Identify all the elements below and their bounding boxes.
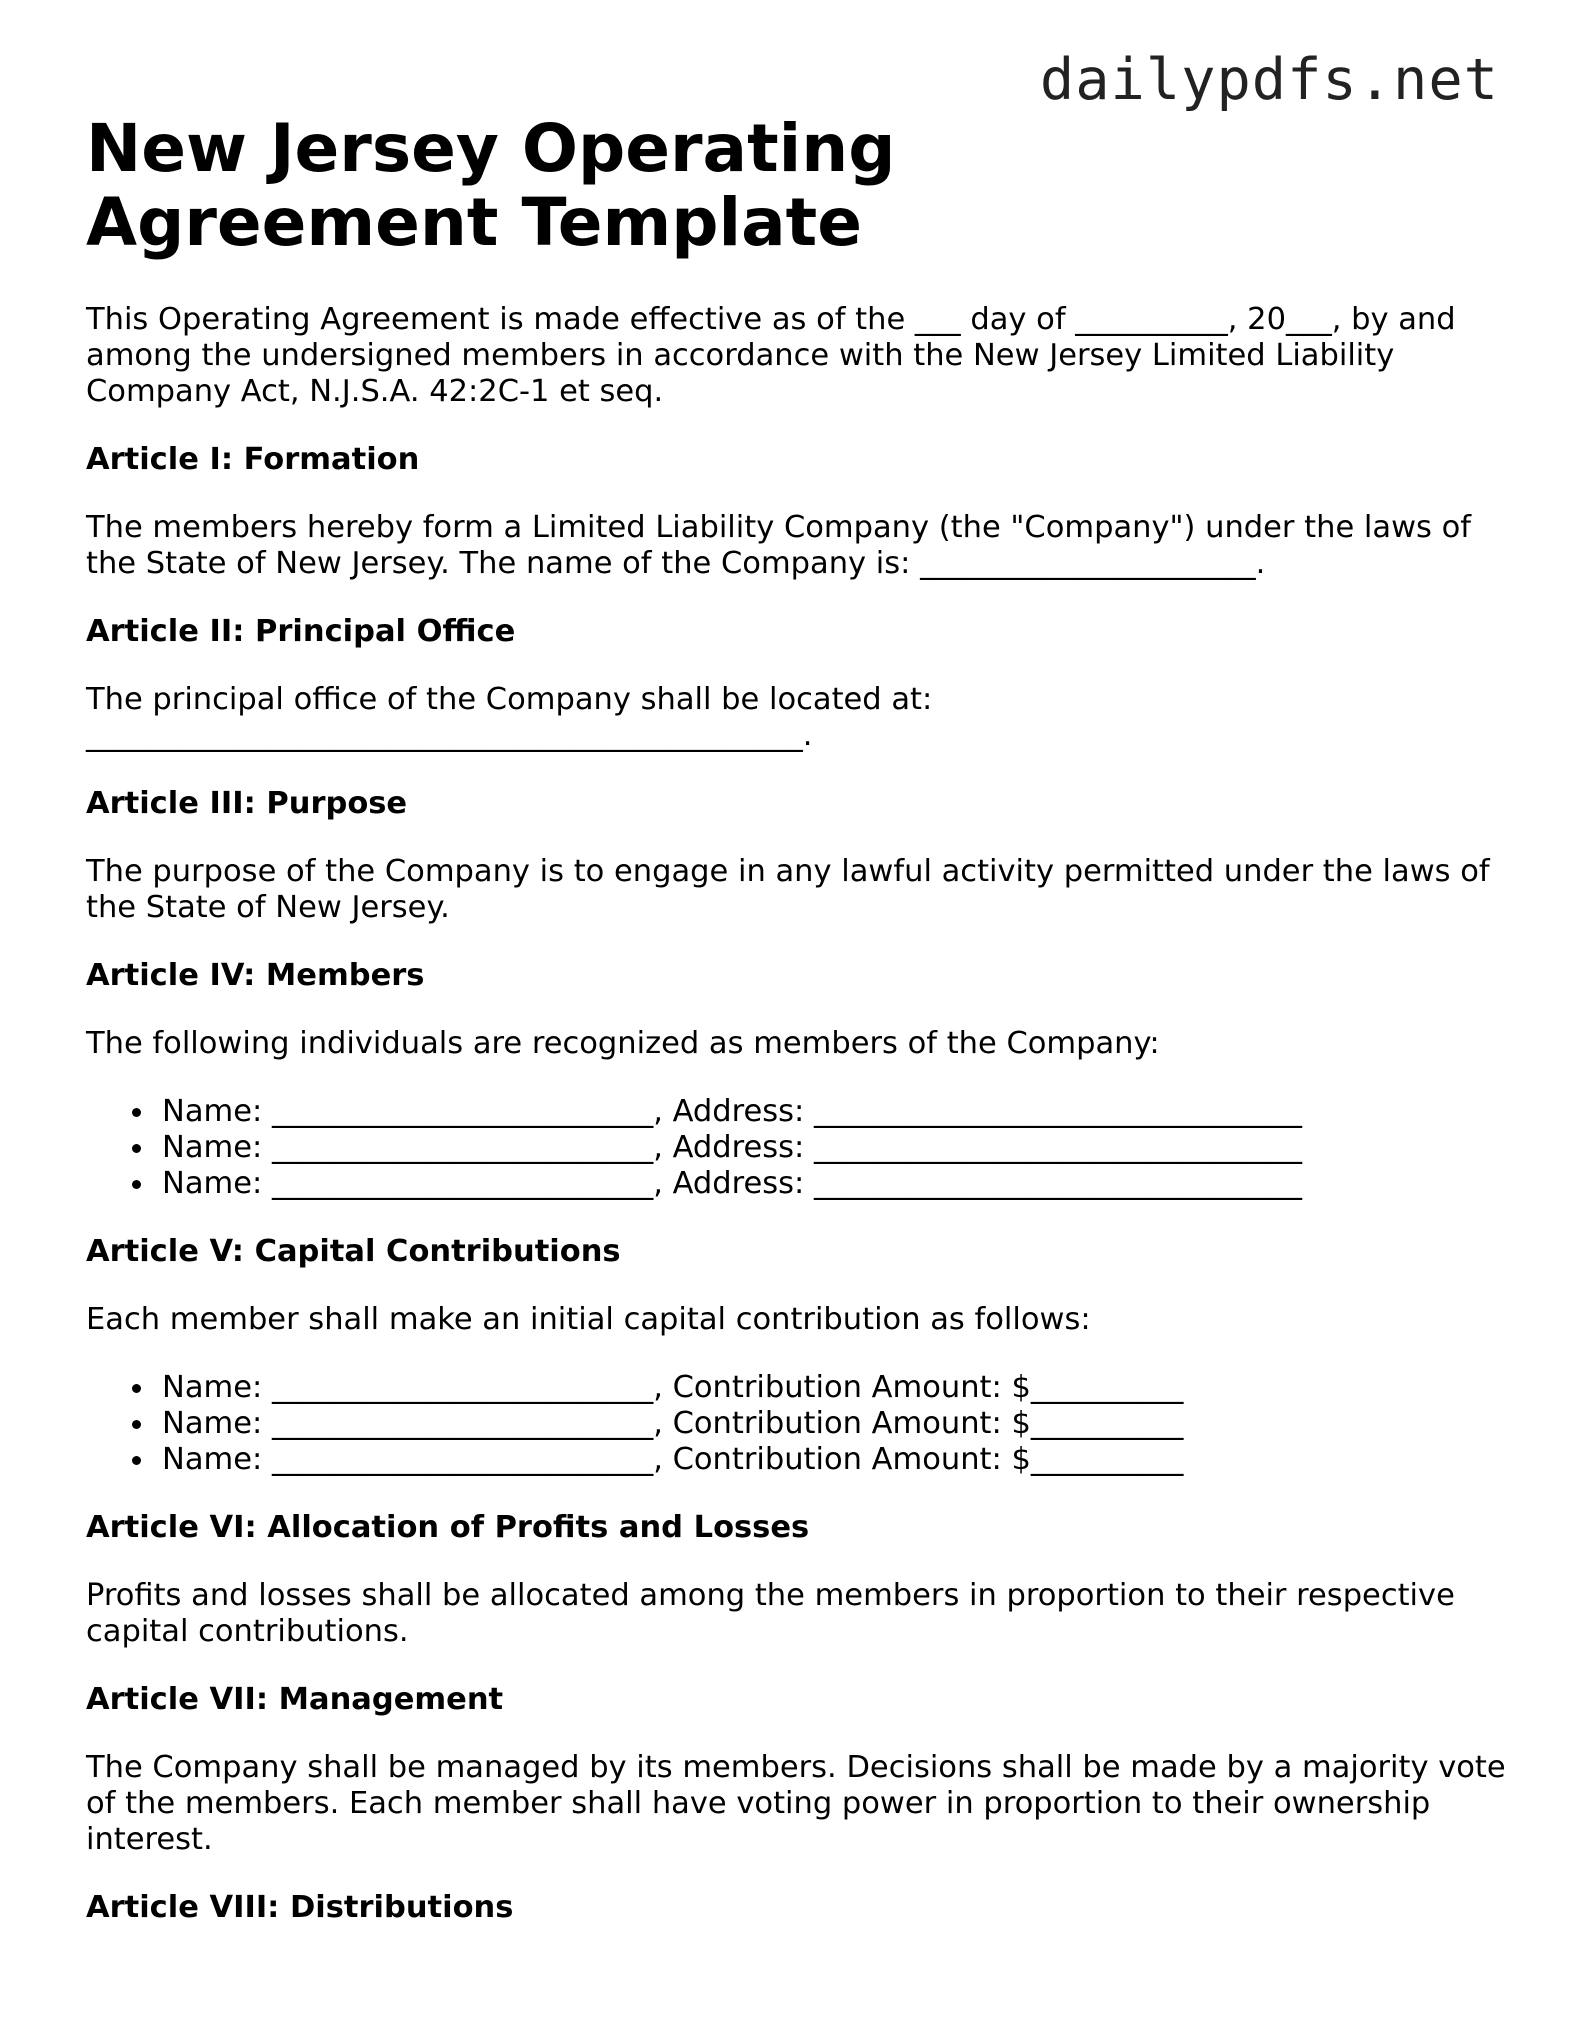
members-list [86,1094,1506,1202]
article-1-text: The members hereby form a Limited Liability Company (the "Company") under the laws of the State of New Jersey. The name of the Company is: ______________________. [86,510,1472,581]
article-3-heading: Article III: Purpose [86,786,408,821]
article-3-text: The purpose of the Company is to engage in any lawful activity permitted under the laws of the State of New Jersey. [86,854,1490,925]
document-title: New Jersey Operating Agreement Template [86,110,896,261]
article-7-text: The Company shall be managed by its members. Decisions shall be made by a majority vote of the members. Each member shall have voting power in proportion to their ownership interest. [86,1750,1506,1857]
document-page [86,112,1506,1958]
list-item: Name: _________________________, Address: ________________________________ [162,1094,1506,1130]
list-item: Name: _________________________, Address: ________________________________ [162,1166,1506,1202]
article-2-heading: Article II: Principal Office [86,614,516,649]
contributions-list [86,1370,1506,1478]
article-4-text: The following individuals are recognized as members of the Company: [86,1026,1160,1061]
intro-paragraph: This Operating Agreement is made effective as of the ___ day of __________, 20___, by and among the undersigned members in accordance with the New Jersey Limited Liability Company Act, N.J.S.A. 42:2C-1 et seq. [86,302,1456,409]
article-6-heading: Article VI: Allocation of Profits and Losses [86,1510,810,1545]
list-item: Name: _________________________, Address: ________________________________ [162,1130,1506,1166]
article-8-heading: Article VIII: Distributions [86,1890,514,1925]
list-item: Name: _________________________, Contribution Amount: $__________ [162,1406,1506,1442]
list-item: Name: _________________________, Contribution Amount: $__________ [162,1370,1506,1406]
article-6-text: Profits and losses shall be allocated among the members in proportion to their respective capital contributions. [86,1578,1455,1649]
watermark: dailypdfs.net [1039,47,1499,113]
article-4-heading: Article IV: Members [86,958,425,993]
article-2-text: The principal office of the Company shall be located at: _______________________________________________. [86,682,933,753]
article-5-text: Each member shall make an initial capital contribution as follows: [86,1302,1091,1337]
list-item: Name: _________________________, Contribution Amount: $__________ [162,1442,1506,1478]
article-1-heading: Article I: Formation [86,442,420,477]
article-7-heading: Article VII: Management [86,1682,504,1717]
article-5-heading: Article V: Capital Contributions [86,1234,621,1269]
